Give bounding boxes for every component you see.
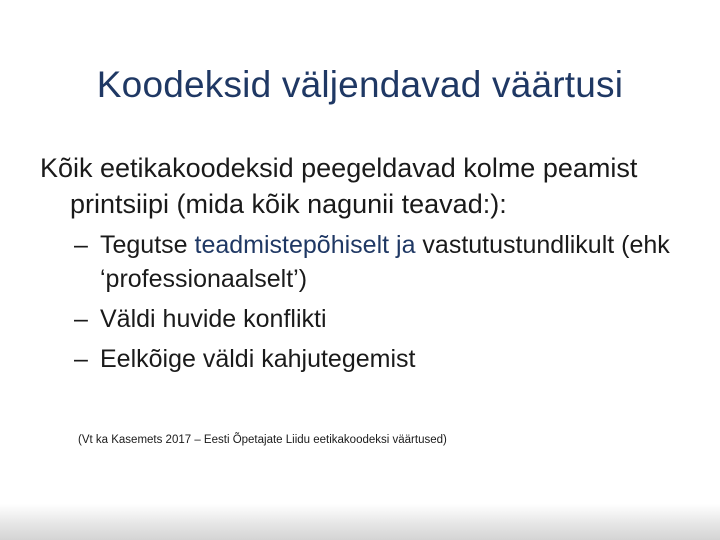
list-item bbox=[40, 342, 700, 376]
source-note: (Vt ka Kasemets 2017 – Eesti Õpetajate Liidu eetikakoodeksi väärtused) bbox=[78, 434, 447, 446]
slide-title: Koodeksid väljendavad väärtusi bbox=[96, 64, 624, 105]
bullet-lead: Eelkõige väldi kahjutegemist bbox=[100, 345, 416, 373]
bullet-rest: vastutustundlikult (ehk ‘professionaalselt’) bbox=[100, 231, 670, 293]
list-item bbox=[40, 228, 700, 296]
intro-bullet: Kõik eetikakoodeksid peegeldavad kolme peamist printsiipi (mida kõik nagunii teavad:): bbox=[40, 153, 638, 219]
dash-marker: – bbox=[74, 305, 88, 333]
list-item bbox=[40, 302, 700, 336]
bullet-highlight: teadmistepõhiselt ja bbox=[194, 231, 416, 259]
bullet-lead: Tegutse bbox=[100, 231, 195, 259]
bullet-lead: Väldi huvide konflikti bbox=[100, 305, 327, 333]
dash-marker: – bbox=[74, 231, 88, 259]
dash-marker: – bbox=[74, 345, 88, 373]
bottom-gradient-bar bbox=[0, 504, 720, 540]
slide-body bbox=[40, 150, 700, 376]
